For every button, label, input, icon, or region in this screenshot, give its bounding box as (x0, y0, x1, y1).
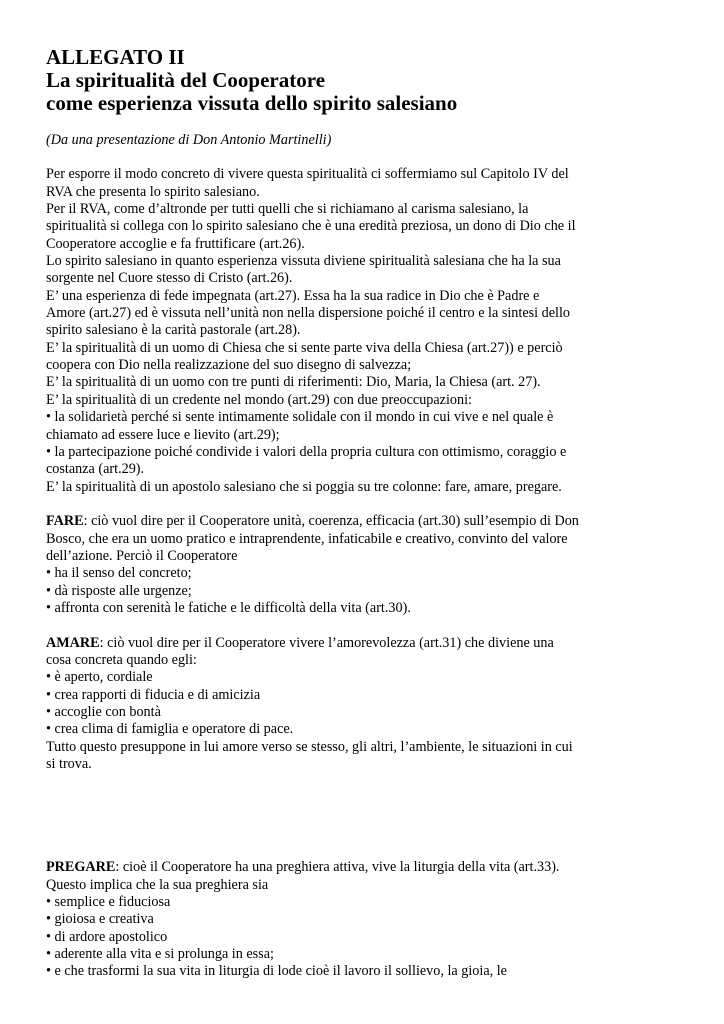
intro-line: Cooperatore accoglie e fa fruttificare (art.26). (46, 235, 305, 252)
fare-bullet-item: • dà risposte alle urgenze; (46, 583, 686, 600)
intro-line: spirito salesiano è la carità pastorale (art.28). (46, 322, 301, 339)
pregare-bullet-item: • di ardore apostolico (46, 929, 686, 946)
amare-section (46, 635, 686, 774)
intro-closing: E’ la spiritualità di un apostolo salesiano che si poggia su tre colonne: fare, amare, pregare. (46, 478, 562, 495)
spacer (46, 773, 686, 859)
fare-bullet-item: • affronta con serenità le fatiche e le difficoltà della vita (art.30). (46, 600, 686, 617)
amare-line-1 (46, 635, 686, 652)
intro-line: E’ una esperienza di fede impegnata (art.27). Essa ha la sua radice in Dio che è Padre e (46, 287, 540, 304)
pregare-bullet-item: • e che trasformi la sua vita in liturgia di lode cioè il lavoro il sollievo, la gioia, le (46, 963, 686, 980)
heading-line-1: ALLEGATO II (46, 45, 185, 69)
intro-line: sorgente nel Cuore stesso di Cristo (art.26). (46, 270, 293, 287)
intro-line: spiritualità si collega con lo spirito salesiano che è una eredità preziosa, un dono di Dio che il (46, 218, 576, 235)
pregare-label: PREGARE (46, 859, 116, 876)
intro-line: Per esporre il modo concreto di vivere questa spiritualità ci soffermiamo sul Capitolo IV del (46, 166, 569, 183)
fare-label: FARE (46, 513, 84, 530)
intro-bullet-continuation: chiamato ad essere luce e lievito (art.29); (46, 426, 280, 443)
pregare-line-2: Questo implica che la sua preghiera sia (46, 876, 269, 893)
pregare-bullet-item: • gioiosa e creativa (46, 911, 686, 928)
intro-line: coopera con Dio nella realizzazione del suo disegno di salvezza; (46, 357, 412, 374)
amare-line-2: cosa concreta quando egli: (46, 651, 197, 668)
intro-section (46, 166, 686, 496)
spacer (46, 149, 686, 166)
amare-closing-1: Tutto questo presuppone in lui amore verso se stesso, gli altri, l’ambiente, le situazioni in cui (46, 738, 573, 755)
document-subtitle: (Da una presentazione di Don Antonio Martinelli) (46, 132, 332, 148)
amare-label: AMARE (46, 634, 100, 651)
pregare-section (46, 859, 686, 980)
pregare-line-1 (46, 859, 686, 876)
fare-text: : ciò vuol dire per il Cooperatore unità, coerenza, efficacia (art.30) sull’esempio di Don (83, 513, 579, 530)
fare-line-2: Bosco, che era un uomo pratico e intraprendente, infaticabile e creativo, convinto del valore (46, 530, 568, 547)
spacer (46, 617, 686, 634)
fare-bullet-item: • ha il senso del concreto; (46, 565, 686, 582)
amare-bullet-item: • è aperto, cordiale (46, 669, 686, 686)
intro-line: Lo spirito salesiano in quanto esperienza vissuta diviene spiritualità salesiana che ha la sua (46, 253, 561, 270)
fare-line-3: dell’azione. Perciò il Cooperatore (46, 547, 238, 564)
amare-bullet-item: • crea clima di famiglia e operatore di pace. (46, 721, 686, 738)
pregare-bullet-item: • aderente alla vita e si prolunga in essa; (46, 946, 686, 963)
intro-bullet-item: • la partecipazione poiché condivide i valori della propria cultura con ottimismo, coraggio e (46, 444, 686, 461)
intro-line: E’ la spiritualità di un credente nel mondo (art.29) con due preoccupazioni: (46, 391, 472, 408)
pregare-bullet-item: • semplice e fiduciosa (46, 894, 686, 911)
intro-line: RVA che presenta lo spirito salesiano. (46, 183, 260, 200)
fare-section (46, 513, 686, 617)
spacer (46, 496, 686, 513)
amare-text: : ciò vuol dire per il Cooperatore vivere l’amorevolezza (art.31) che diviene una (99, 634, 554, 651)
document-heading (46, 46, 686, 115)
intro-line: Per il RVA, come d’altronde per tutti quelli che si richiamano al carisma salesiano, la (46, 201, 529, 218)
fare-line-1 (46, 513, 686, 530)
intro-bullet-continuation: costanza (art.29). (46, 461, 145, 478)
pregare-text: : cioè il Cooperatore ha una preghiera attiva, vive la liturgia della vita (art.33). (115, 859, 560, 876)
heading-line-3: come esperienza vissuta dello spirito salesiano (46, 91, 458, 115)
intro-bullet-item: • la solidarietà perché si sente intimamente solidale con il mondo in cui vive e nel quale è (46, 409, 686, 426)
intro-line: E’ la spiritualità di un uomo di Chiesa che si sente parte viva della Chiesa (art.27)) e perciò (46, 339, 563, 356)
intro-line: E’ la spiritualità di un uomo con tre punti di riferimenti: Dio, Maria, la Chiesa (art. 27). (46, 374, 541, 391)
amare-closing-2: si trova. (46, 756, 92, 773)
document-page (46, 46, 686, 981)
heading-line-2: La spiritualità del Cooperatore (46, 68, 326, 92)
intro-line: Amore (art.27) ed è vissuta nell’unità non nella dispersione poiché il centro e la sintesi dello (46, 305, 570, 322)
amare-bullet-item: • accoglie con bontà (46, 704, 686, 721)
amare-bullet-item: • crea rapporti di fiducia e di amicizia (46, 687, 686, 704)
